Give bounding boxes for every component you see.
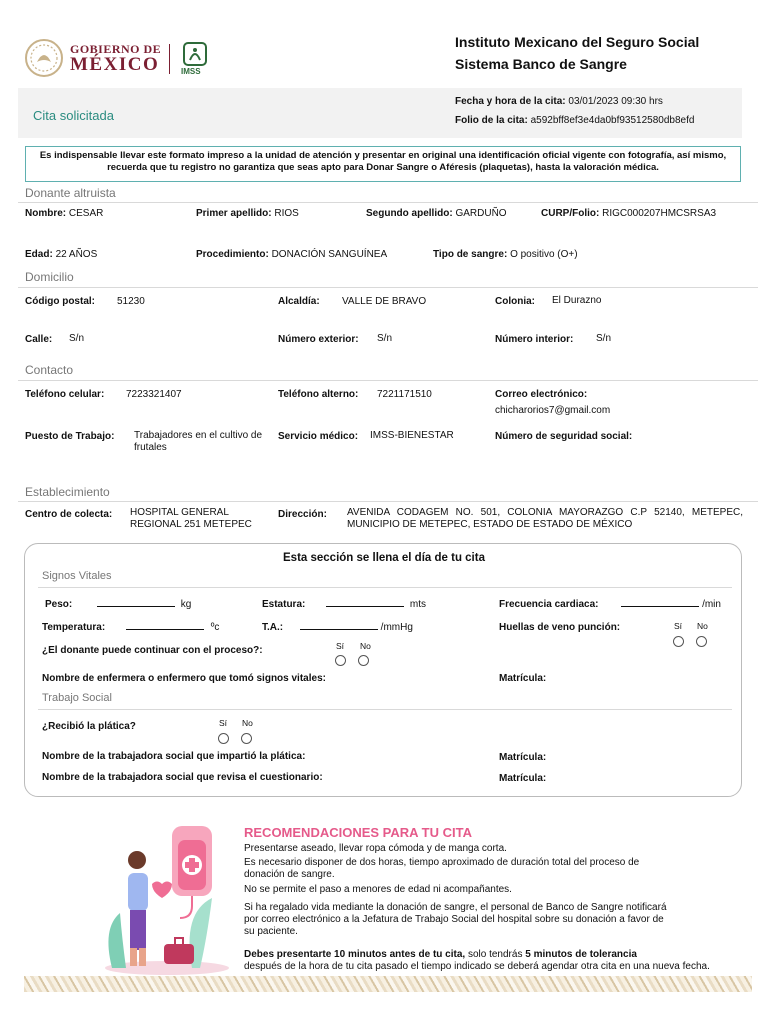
ts-imparte-matricula-label: Matrícula: [499, 752, 547, 763]
peso-label: Peso: [45, 599, 73, 610]
rec-p4: Si ha regalado vida mediante la donación de sangre, el personal de Banco de Sangre notificará por correo electrónico a la Jefatura de Trabajo Social del hospital sobre su donación a favor de su paciente. [244, 902, 667, 937]
ap2-value: GARDUÑO [455, 208, 507, 219]
ap1-field [196, 208, 299, 219]
fecha-label: Fecha y hora de la cita: [455, 96, 566, 107]
donante-title: Donante altruista [25, 186, 116, 200]
centro-value: HOSPITAL GENERAL REGIONAL 251 METEPEC [130, 507, 252, 530]
continuar-no-label: No [360, 641, 371, 651]
ts-revisa-label: Nombre de la trabajadora social que revisa el cuestionario: [42, 772, 323, 783]
huellas-no-radio[interactable] [696, 636, 707, 647]
system-name: Sistema Banco de Sangre [455, 56, 627, 72]
domicilio-title: Domicilio [25, 270, 74, 284]
correo-value: chicharorios7@gmail.com [495, 405, 611, 416]
rec-p5-bold1: Debes presentarte 10 minutos antes de tu cita, [244, 949, 466, 960]
mexico-seal-icon [24, 38, 64, 78]
cel-value: 7223321407 [126, 389, 182, 400]
folio-label: Folio de la cita: [455, 115, 528, 126]
continuar-no-radio[interactable] [358, 655, 369, 666]
rec-p5-end: después de la hora de tu cita pasado el tiempo indicado se deberá agendar otra cita en una nueva fecha. [244, 961, 710, 972]
alt-value: 7221171510 [377, 389, 432, 400]
edad-value: 22 AÑOS [55, 249, 98, 260]
temp-input[interactable] [126, 621, 204, 630]
nombre-label: Nombre: [25, 208, 67, 219]
nombre-field [25, 208, 103, 219]
calle-label: Calle: [25, 334, 53, 345]
ta-input[interactable] [300, 621, 378, 630]
estatura-field [262, 598, 426, 610]
puesto-value: Trabajadores en el cultivo de frutales [134, 430, 263, 453]
enfermera-label: Nombre de enfermera o enfermero que tomó signos vitales: [42, 673, 326, 684]
edad-label: Edad: [25, 249, 53, 260]
domicilio-rule [18, 287, 758, 288]
cp-value: 51230 [117, 296, 145, 307]
sangre-field [433, 249, 578, 260]
rec-p5-mid: solo tendrás [465, 949, 526, 960]
ap1-value: RIOS [274, 208, 299, 219]
donante-rule [18, 202, 758, 203]
curp-value: RIGC000207HMCSRSA3 [602, 208, 717, 219]
fecha-value: 03/01/2023 09:30 hrs [568, 96, 663, 107]
platica-si-radio[interactable] [218, 733, 229, 744]
sangre-label: Tipo de sangre: [433, 249, 508, 260]
establecimiento-rule [18, 501, 758, 502]
estatura-unit: mts [409, 599, 427, 610]
direccion-value: AVENIDA CODAGEM NO. 501, COLONIA MAYORAZGO C.P 52140, METEPEC, MUNICIPIO DE METEPEC, ESTADO DE ESTADO DE MÉXICO [347, 507, 743, 530]
platica-no-label: No [242, 718, 253, 728]
curp-label: CURP/Folio: [541, 208, 600, 219]
proc-label: Procedimiento: [196, 249, 269, 260]
rec-p5-bold2: 5 minutos de tolerancia [525, 949, 637, 960]
servicio-label: Servicio médico: [278, 431, 359, 442]
proc-value: DONACIÓN SANGUÍNEA [271, 249, 388, 260]
fc-field [499, 598, 721, 610]
huellas-si-label: Sí [674, 621, 683, 631]
cita-title: Cita solicitada [33, 108, 114, 123]
trabajo-rule [38, 709, 732, 710]
estatura-input[interactable] [326, 598, 404, 607]
colonia-label: Colonia: [495, 296, 535, 307]
fc-unit: /min [702, 599, 721, 610]
cita-fecha [455, 96, 663, 107]
institution-name: Instituto Mexicano del Seguro Social [455, 34, 700, 50]
ta-field [262, 621, 413, 633]
ta-unit: /mmHg [380, 622, 413, 633]
platica-si-label: Sí [219, 718, 228, 728]
estatura-label: Estatura: [262, 599, 306, 610]
peso-input[interactable] [97, 598, 175, 607]
header-divider [169, 44, 170, 74]
gov-line1: GOBIERNO DE [70, 42, 162, 56]
direccion-label: Dirección: [278, 509, 327, 520]
rec-p2: Es necesario disponer de dos horas, tiempo aproximado de duración total del proceso de donación de sangre. [244, 857, 640, 880]
dia-cita-title: Esta sección se llena el día de tu cita [283, 552, 485, 564]
gov-line2: MÉXICO [70, 54, 160, 75]
continuar-label: ¿El donante puede continuar con el proceso?: [42, 645, 263, 656]
alcaldia-value: VALLE DE BRAVO [342, 296, 427, 307]
donation-illustration-icon [92, 818, 232, 978]
signos-rule [38, 587, 732, 588]
ap2-label: Segundo apellido: [366, 208, 453, 219]
recomendaciones-title: RECOMENDACIONES PARA TU CITA [244, 825, 472, 840]
huellas-si-radio[interactable] [673, 636, 684, 647]
nss-label: Número de seguridad social: [495, 431, 633, 442]
colonia-value: El Durazno [552, 295, 602, 306]
signos-title: Signos Vitales [42, 570, 112, 582]
contacto-rule [18, 380, 758, 381]
edad-field [25, 249, 97, 260]
footer-pattern [24, 976, 752, 992]
cita-folio [455, 115, 694, 126]
huellas-no-label: No [697, 621, 708, 631]
curp-field [541, 208, 716, 219]
temp-label: Temperatura: [42, 622, 106, 633]
huellas-label: Huellas de veno punción: [499, 622, 621, 633]
rec-p5 [244, 949, 724, 973]
ts-revisa-matricula-label: Matrícula: [499, 773, 547, 784]
establecimiento-title: Establecimiento [25, 485, 110, 499]
correo-label: Correo electrónico: [495, 389, 588, 400]
ts-imparte-label: Nombre de la trabajadora social que impartió la plática: [42, 751, 306, 762]
rec-p3: No se permite el paso a menores de edad ni acompañantes. [244, 884, 512, 895]
continuar-si-label: Sí [336, 641, 345, 651]
alt-label: Teléfono alterno: [278, 389, 359, 400]
continuar-si-radio[interactable] [335, 655, 346, 666]
contacto-title: Contacto [25, 363, 74, 377]
enfermera-matricula-label: Matrícula: [499, 673, 547, 684]
cel-label: Teléfono celular: [25, 389, 105, 400]
proc-field [196, 249, 387, 260]
alcaldia-label: Alcaldía: [278, 296, 320, 307]
servicio-value: IMSS-BIENESTAR [370, 430, 454, 441]
num-int-value: S/n [596, 333, 612, 344]
puesto-label: Puesto de Trabajo: [25, 431, 115, 442]
ta-label: T.A.: [262, 622, 284, 633]
temp-unit: ºc [210, 622, 220, 633]
imss-logo-icon [181, 42, 209, 68]
calle-value: S/n [69, 333, 85, 344]
peso-unit: kg [180, 599, 192, 610]
imss-label: IMSS [181, 67, 201, 76]
peso-field [45, 598, 191, 610]
platica-label: ¿Recibió la plática? [42, 721, 136, 732]
rec-p1: Presentarse aseado, llevar ropa cómoda y de manga corta. [244, 843, 507, 854]
num-ext-label: Número exterior: [278, 334, 359, 345]
ap1-label: Primer apellido: [196, 208, 272, 219]
num-ext-value: S/n [377, 333, 393, 344]
nombre-value: CESAR [68, 208, 104, 219]
notice-box: Es indispensable llevar este formato impreso a la unidad de atención y presentar en original una identificación oficial vigente con fotografía, así mismo, recuerda que tu registro no garantiza que seas apto para Donar Sangre o Aféresis (plaquetas), hasta la valoración médica. [25, 146, 741, 182]
sangre-value: O positivo (O+) [510, 249, 578, 260]
temp-field [42, 621, 219, 633]
num-int-label: Número interior: [495, 334, 574, 345]
fc-label: Frecuencia cardiaca: [499, 599, 599, 610]
cp-label: Código postal: [25, 296, 95, 307]
ap2-field [366, 208, 507, 219]
platica-no-radio[interactable] [241, 733, 252, 744]
fc-input[interactable] [621, 598, 699, 607]
trabajo-title: Trabajo Social [42, 692, 112, 704]
folio-value: a592bff8ef3e4da0bf93512580db8efd [530, 115, 695, 126]
centro-label: Centro de colecta: [25, 509, 113, 520]
